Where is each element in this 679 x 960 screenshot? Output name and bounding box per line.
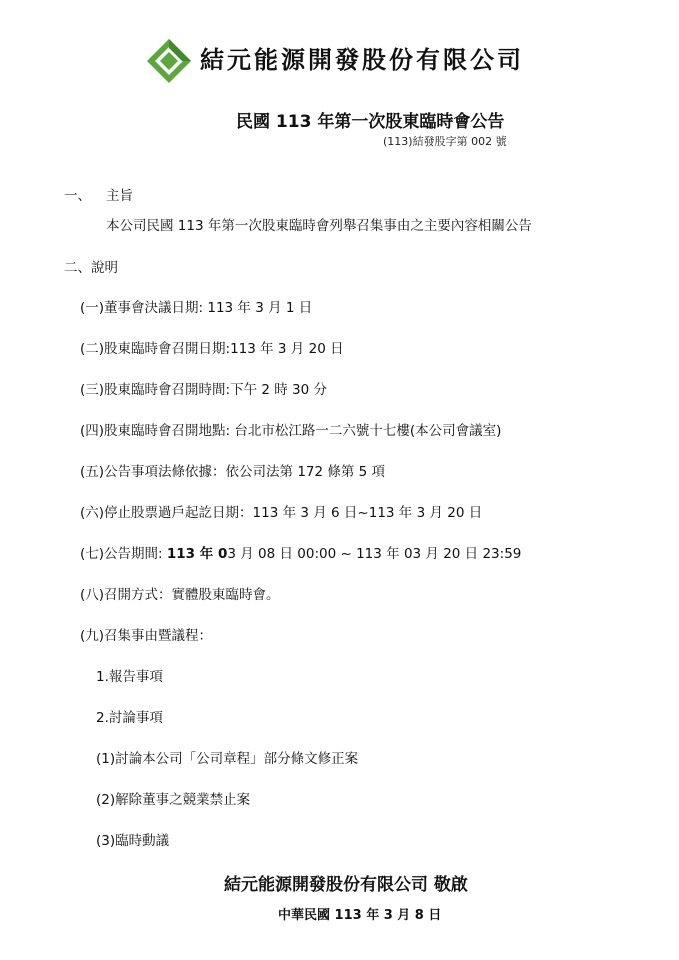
list-item: (九)召集事由暨議程： [80, 628, 213, 644]
document-title: 民國 113 年第一次股東臨時會公告 [236, 112, 505, 132]
item7-rest: 3 月 08 日 00:00 ~ 113 年 03 月 20 日 23:59 [227, 546, 522, 562]
section1-body: 本公司民國 113 年第一次股東臨時會列舉召集事由之主要內容相關公告 [106, 218, 532, 234]
list-item: (二)股東臨時會召開日期:113 年 3 月 20 日 [80, 341, 344, 357]
announcement-period-item [80, 542, 521, 562]
sign-off: 結元能源開發股份有限公司 敬啟 [224, 875, 468, 895]
item7-prefix: (七)公告期間: [80, 546, 167, 562]
list-item: (一)董事會決議日期: 113 年 3 月 1 日 [80, 300, 313, 316]
green-diamond-logo-icon [146, 38, 192, 84]
document-number: (113)結發股字第 002 號 [383, 135, 507, 148]
section1-number: 一、 [64, 188, 91, 204]
agenda-item: (1)討論本公司「公司章程」部分條文修正案 [96, 751, 359, 767]
agenda-item: (2)解除董事之競業禁止案 [96, 792, 251, 808]
item7-bold: 113 年 0 [166, 546, 228, 562]
company-logo [146, 38, 192, 84]
list-item: (五)公告事項法條依據：依公司法第 172 條第 5 項 [80, 464, 386, 480]
section1-heading: 主旨 [106, 188, 133, 204]
sign-date: 中華民國 113 年 3 月 8 日 [278, 908, 442, 923]
agenda-item: (3)臨時動議 [96, 833, 170, 849]
list-item: (八)召開方式：實體股東臨時會。 [80, 587, 280, 603]
list-item: (三)股東臨時會召開時間:下午 2 時 30 分 [80, 382, 328, 398]
company-name-header: 結元能源開發股份有限公司 [200, 46, 524, 74]
list-item: (六)停止股票過戶起訖日期：113 年 3 月 6 日~113 年 3 月 20 日 [80, 505, 483, 521]
list-item: (四)股東臨時會召開地點: 台北市松江路一二六號十七樓(本公司會議室) [80, 423, 502, 439]
agenda-item: 1.報告事項 [96, 669, 163, 685]
section2-heading: 二、說明 [64, 260, 118, 276]
agenda-item: 2.討論事項 [96, 710, 163, 726]
